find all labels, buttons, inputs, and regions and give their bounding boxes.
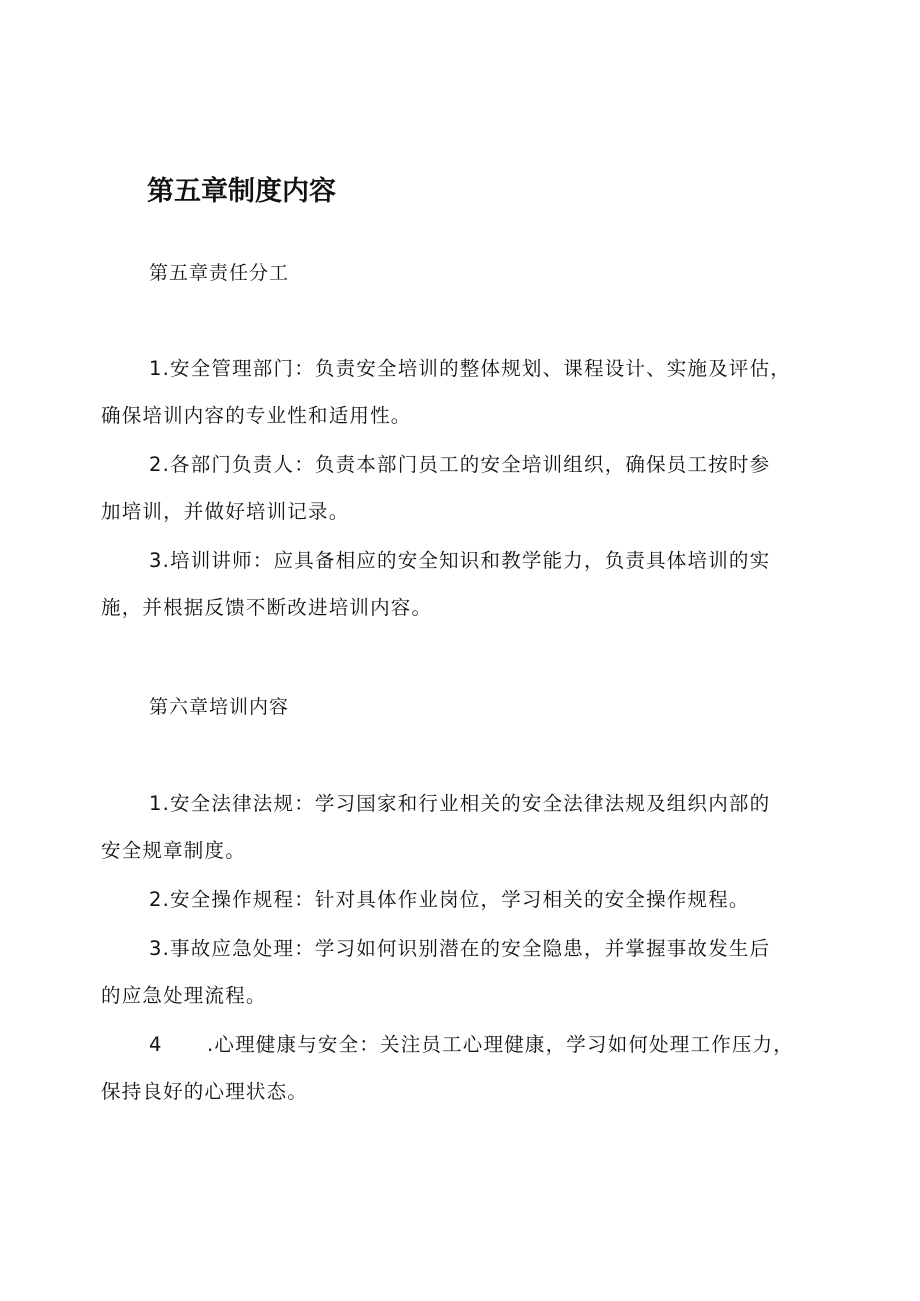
item-number: 4 [149, 1033, 163, 1056]
list-item [101, 441, 821, 535]
list-item [101, 537, 821, 631]
item-text-line1: .心理健康与安全：关注员工心理健康，学习如何处理工作压力， [207, 1033, 794, 1056]
item-text-line2: 施，并根据反馈不断改进培训内容。 [101, 596, 433, 619]
item-text-line2: 的应急处理流程。 [101, 984, 267, 1007]
list-item [101, 345, 821, 439]
item-text-line1: .培训讲师：应具备相应的安全知识和教学能力，负责具体培训的实 [162, 549, 771, 572]
list-item [101, 1021, 821, 1115]
list-item [101, 925, 821, 1019]
list-item [101, 876, 821, 923]
item-number: 2 [149, 453, 163, 476]
item-text-line2: 安全规章制度。 [101, 839, 246, 862]
section-heading-training: 第六章培训内容 [149, 696, 290, 718]
item-text-line1: .安全管理部门：负责安全培训的整体规划、课程设计、实施及评估， [162, 357, 792, 380]
item-number: 3 [149, 937, 163, 960]
chapter-title: 第五章制度内容 [147, 176, 336, 207]
item-text-line1: .事故应急处理：学习如何识别潜在的安全隐患，并掌握事故发生后 [162, 937, 771, 960]
item-number: 3 [149, 549, 163, 572]
item-number: 1 [149, 792, 163, 815]
item-text-line1: .各部门负责人：负责本部门员工的安全培训组织，确保员工按时参 [162, 453, 771, 476]
item-text-line2: 加培训，并做好培训记录。 [101, 500, 350, 523]
section-heading-responsibilities: 第五章责任分工 [149, 262, 290, 284]
item-text-line1: .安全法律法规：学习国家和行业相关的安全法律法规及组织内部的 [162, 792, 771, 815]
item-number: 2 [149, 888, 163, 911]
item-text-line1: .安全操作规程：针对具体作业岗位，学习相关的安全操作规程。 [162, 888, 750, 911]
item-text-line2: 确保培训内容的专业性和适用性。 [101, 404, 412, 427]
item-number: 1 [149, 357, 163, 380]
list-item [101, 780, 821, 874]
item-text-line2: 保持良好的心理状态。 [101, 1080, 309, 1103]
